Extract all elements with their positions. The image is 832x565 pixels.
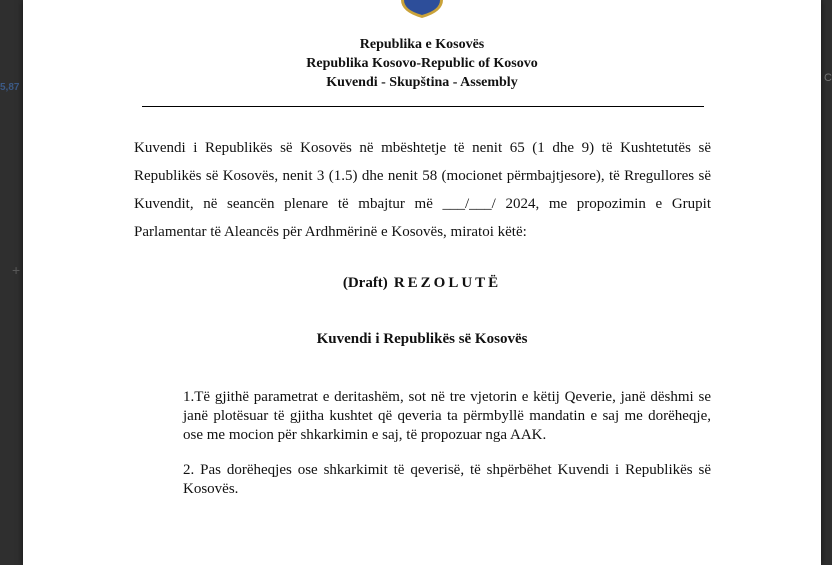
- kosovo-coat-of-arms-icon: [397, 0, 447, 18]
- title-prefix: (Draft): [342, 275, 388, 291]
- document-header: [23, 35, 821, 92]
- title-word: REZOLUTË: [393, 275, 502, 291]
- document-subtitle: Kuvendi i Republikës së Kosovës: [316, 331, 528, 347]
- intro-paragraph: Kuvendi i Republikës së Kosovës në mbështetje të nenit 65 (1 dhe 9) të Kushtetutës së Republikës së Kosovës, nenit 3 (1.5) dhe nenit 58 (mocionet përmbajtjesore), të Rregullores së Kuvendit, në seancën plenare të mbajtur më ___/___/ 2024, me propozimin e Grupit Parlamentar të Aleancës për Ardhmërinë e Kosovës, miratoi këtë:: [134, 140, 711, 240]
- resolution-point-1: 1.Të gjithë parametrat e deritashëm, sot në tre vjetorin e këtij Qeverie, janë dëshmi se janë plotësuar të gjitha kushtet që qeveria ta përmbyllë mandatin e saj me dorëheqje, ose me mocion për shkarkimin e saj, të propozuar nga AAK.: [183, 389, 711, 443]
- header-line-3: Kuvendi - Skupština - Assembly: [326, 75, 518, 90]
- header-line-2: Republika Kosovo-Republic of Kosovo: [306, 56, 538, 71]
- background-fragment-right: C: [824, 72, 832, 84]
- document-title: [23, 275, 821, 292]
- resolution-point-2: 2. Pas dorëheqjes ose shkarkimit të qeverisë, të shpërbëhet Kuvendi i Republikës së Kosovës.: [183, 462, 711, 497]
- header-line-1: Republika e Kosovës: [359, 37, 485, 52]
- header-divider: [142, 106, 704, 107]
- background-plus-icon: +: [12, 262, 21, 278]
- background-fragment-left: 5,87: [0, 82, 20, 93]
- document-page: [23, 0, 821, 565]
